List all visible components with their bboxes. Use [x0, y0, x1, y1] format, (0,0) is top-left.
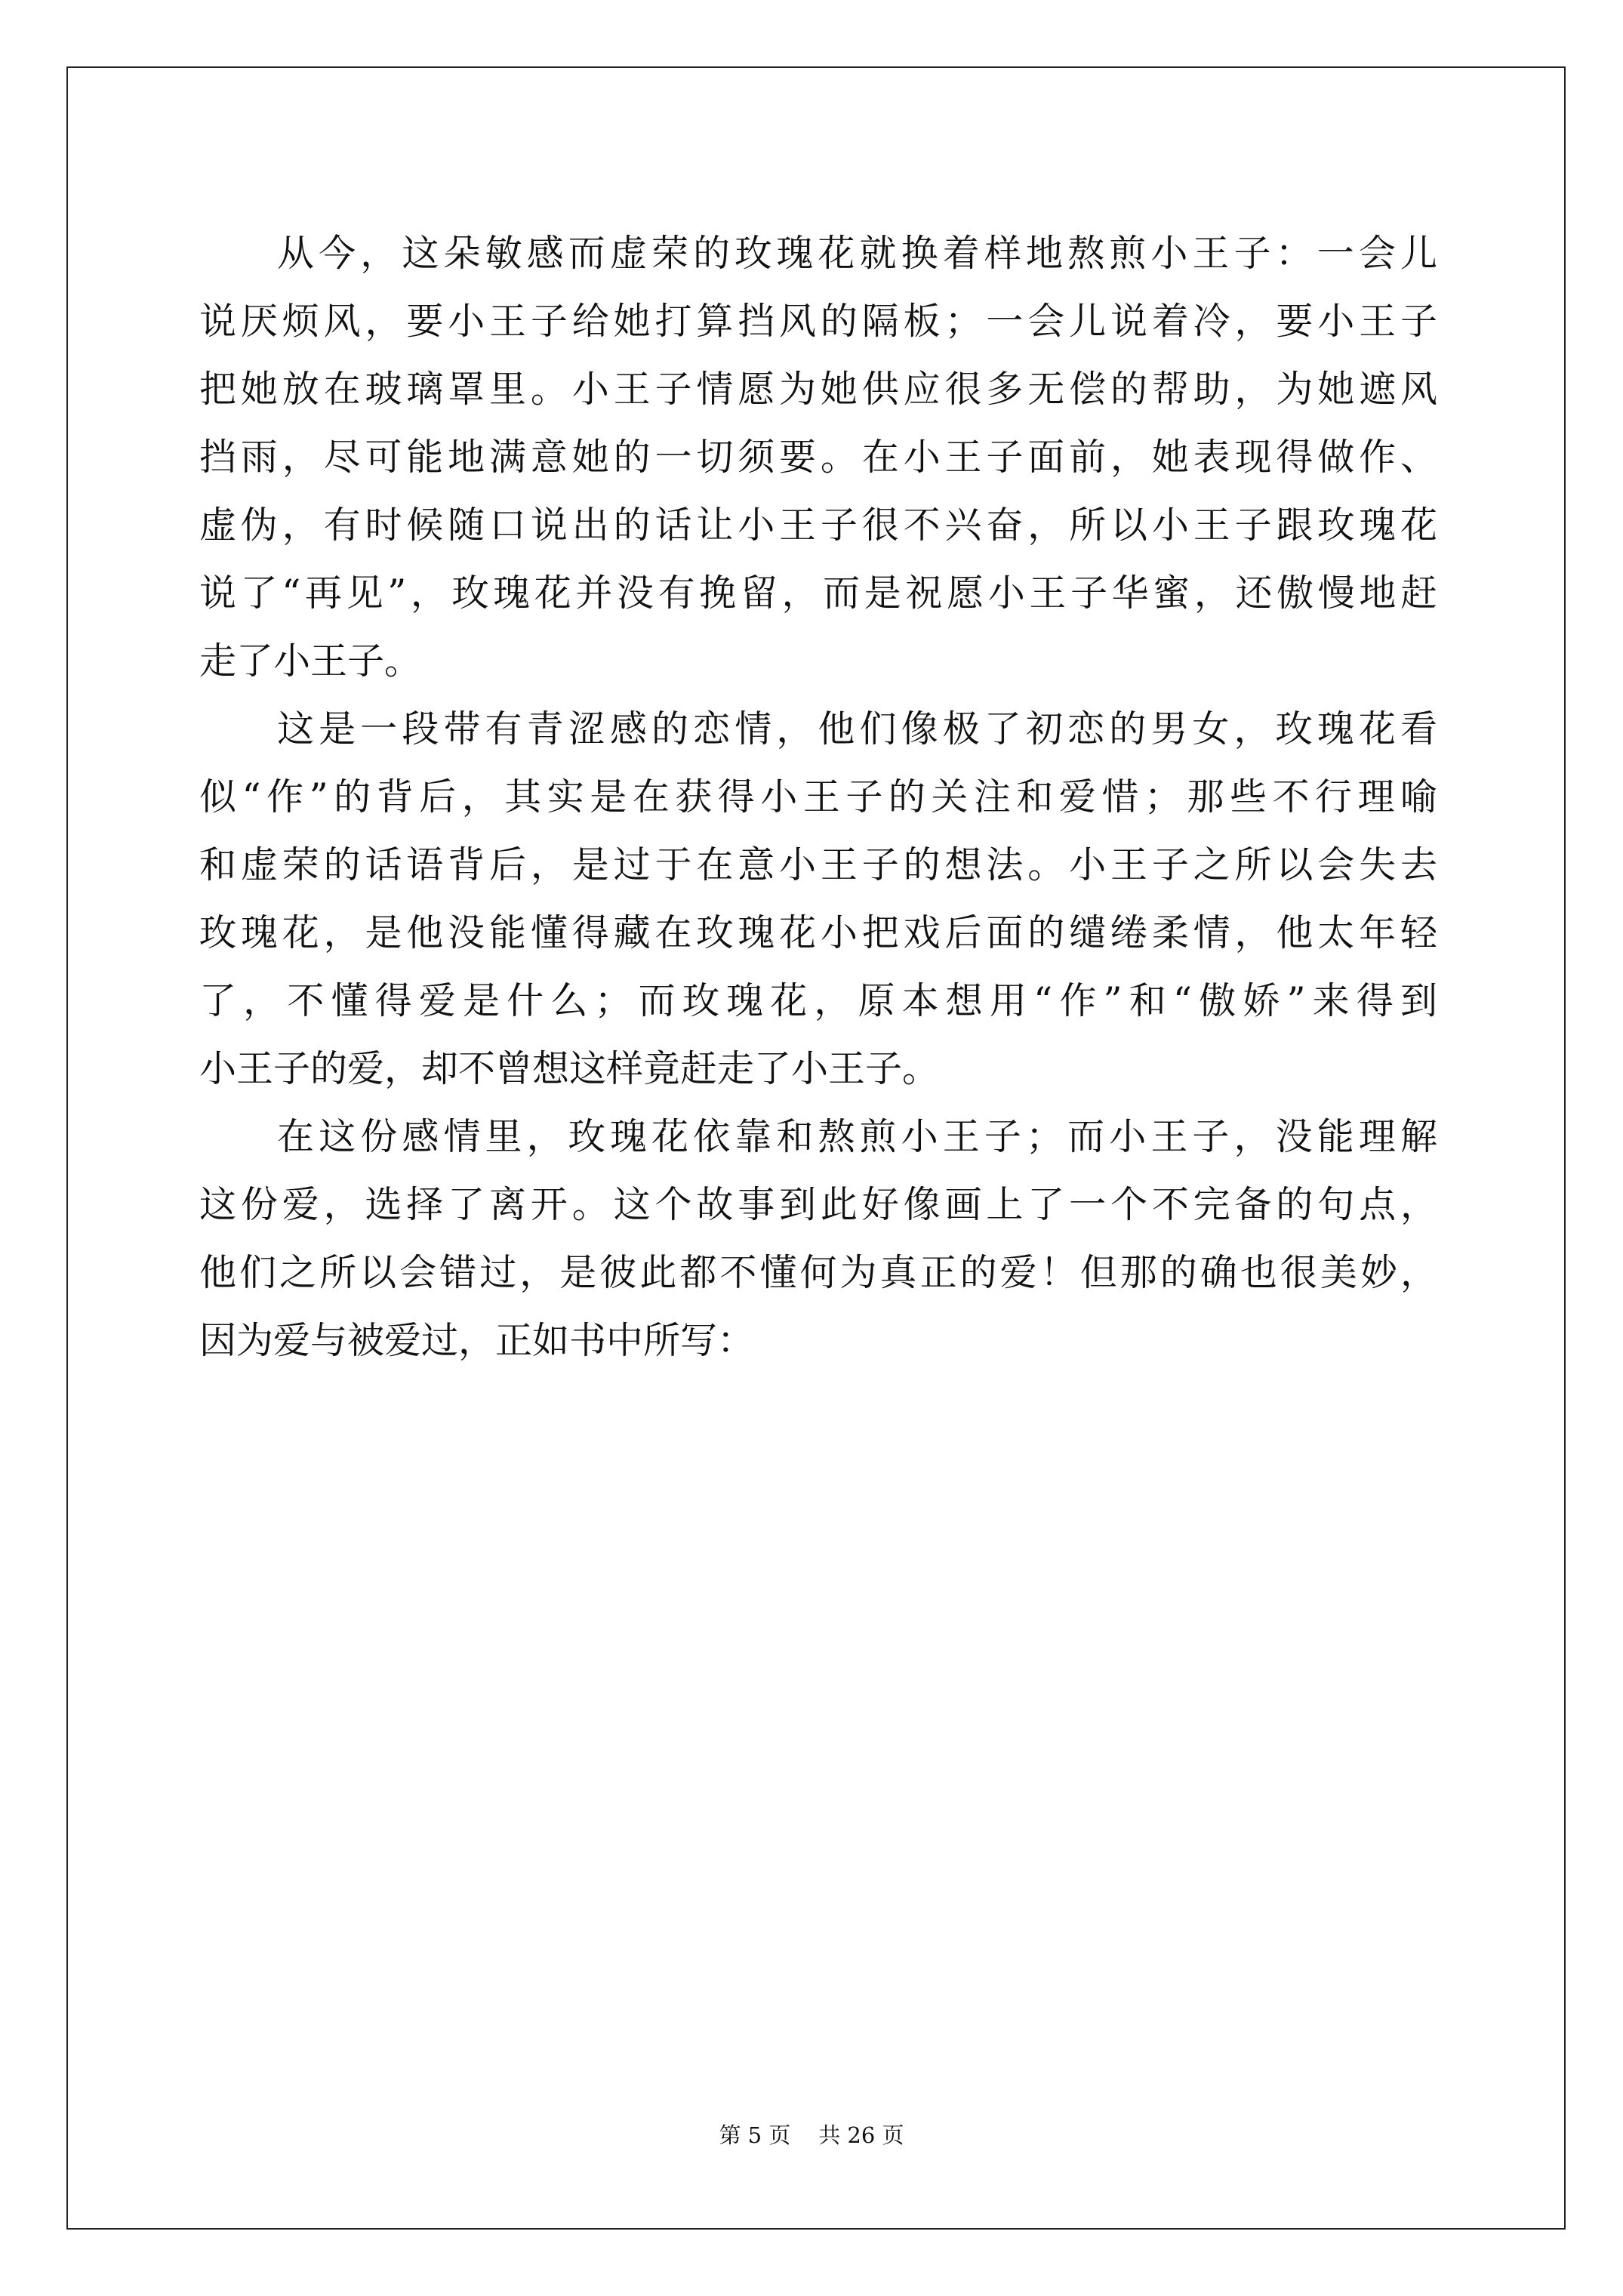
paragraph-1-line-4: 挡雨，尽可能地满意她的一切须要。在小王子面前，她表现得做作、: [199, 436, 1437, 479]
paragraph-3-line-1: 在这份感情里，玫瑰花依靠和熬煎小王子；而小王子，没能理解: [277, 1115, 1437, 1158]
paragraph-1-line-2: 说厌烦风，要小王子给她打算挡风的隔板；一会儿说着冷，要小王子: [199, 300, 1437, 343]
paragraph-3-line-3: 他们之所以会错过，是彼此都不懂何为真正的爱！但那的确也很美妙，: [199, 1251, 1437, 1294]
paragraph-3-line-4: 因为爱与被爱过，正如书中所写：: [199, 1319, 755, 1362]
paragraph-1-line-3: 把她放在玻璃罩里。小王子情愿为她供应很多无偿的帮助，为她遮风: [199, 368, 1437, 411]
paragraph-3-line-2: 这份爱，选择了离开。这个故事到此好像画上了一个不完备的句点，: [199, 1183, 1437, 1226]
paragraph-2-line-6: 小王子的爱，却不曾想这样竟赶走了小王子。: [199, 1047, 940, 1090]
paragraph-2-line-2: 似“作”的背后，其实是在获得小王子的关注和爱惜；那些不行理喻: [199, 775, 1437, 818]
paragraph-1-line-7: 走了小王子。: [199, 639, 422, 683]
paragraph-2-line-4: 玫瑰花，是他没能懂得藏在玫瑰花小把戏后面的缱绻柔情，他太年轻: [199, 911, 1437, 954]
paragraph-2-line-3: 和虚荣的话语背后，是过于在意小王子的想法。小王子之所以会失去: [199, 843, 1437, 886]
paragraph-2-line-5: 了，不懂得爱是什么；而玫瑰花，原本想用“作”和“傲娇”来得到: [199, 979, 1437, 1022]
page-number-footer: 第 5 页 共 26 页: [719, 2122, 904, 2148]
paragraph-1-line-5: 虚伪，有时候随口说出的话让小王子很不兴奋，所以小王子跟玫瑰花: [199, 504, 1437, 547]
paragraph-1-line-6: 说了“再见”，玫瑰花并没有挽留，而是祝愿小王子华蜜，还傲慢地赶: [199, 572, 1437, 615]
paragraph-2-line-1: 这是一段带有青涩感的恋情，他们像极了初恋的男女，玫瑰花看: [277, 707, 1437, 750]
paragraph-1-line-1: 从今，这朵敏感而虚荣的玫瑰花就换着样地熬煎小王子：一会儿: [277, 232, 1437, 275]
